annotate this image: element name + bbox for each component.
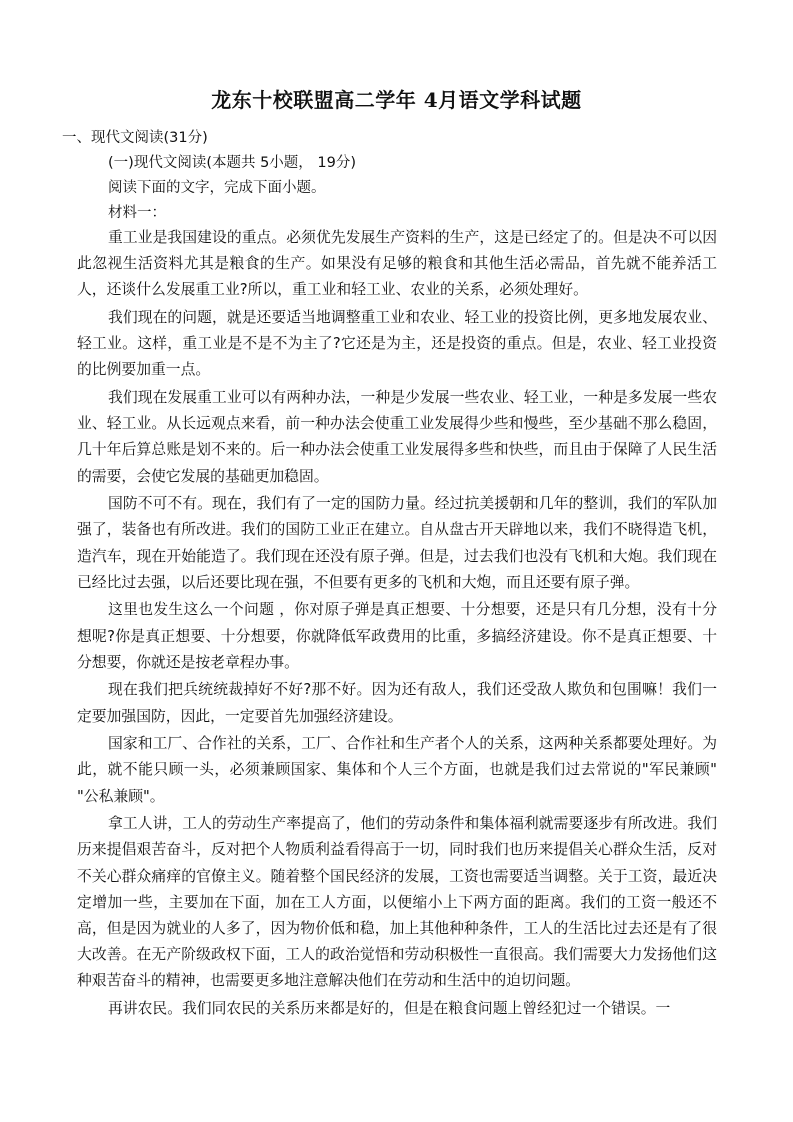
paragraph: 我们现在发展重工业可以有两种办法，一种是少发展一些农业、轻工业，一种是多发展一些农业、轻工业。从长远观点来看，前一种办法会使重工业发展得少些和慢些，至少基础不那么稳固，几十年后算总账是划不来的。后一种办法会使重工业发展得多些和快些，而且由于保障了人民生活的需要，会使它发展的基础更加稳固。 — [77, 389, 717, 485]
material-body — [77, 225, 717, 1022]
section-heading: 一、现代文阅读(31分) — [62, 130, 208, 146]
paragraph: 国防不可不有。现在，我们有了一定的国防力量。经过抗美援朝和几年的整训，我们的军队加强了，装备也有所改进。我们的国防工业正在建立。自从盘古开天辟地以来，我们不晓得造飞机，造汽车，现在开始能造了。我们现在还没有原子弹。但是，过去我们也没有飞机和大炮。我们现在已经比过去强，以后还要比现在强，不但要有更多的飞机和大炮，而且还要有原子弹。 — [77, 495, 717, 591]
paragraph: 国家和工厂、合作社的关系，工厂、合作社和生产者个人的关系，这两种关系都要处理好。为此，就不能只顾一头，必须兼顾国家、集体和个人三个方面，也就是我们过去常说的"军民兼顾" "公私兼顾"。 — [77, 735, 717, 805]
paragraph: 重工业是我国建设的重点。必须优先发展生产资料的生产，这是已经定了的。但是决不可以因此忽视生活资料尤其是粮食的生产。如果没有足够的粮食和其他生活必需品，首先就不能养活工人，还谈什么发展重工业?所以，重工业和轻工业、农业的关系，必须处理好。 — [77, 229, 717, 299]
material-label: 材料一： — [108, 205, 166, 221]
paragraph: 拿工人讲，工人的劳动生产率提高了，他们的劳动条件和集体福利就需要逐步有所改进。我们历来提倡艰苦奋斗，反对把个人物质利益看得高于一切，同时我们也历来提倡关心群众生活，反对不关心群众痛痒的官僚主义。随着整个国民经济的发展，工资也需要适当调整。关于工资，最近决定增加一些，主要加在下面，加在工人方面，以便缩小上下两方面的距离。我们的工资一般还不高，但是因为就业的人多了，因为物价低和稳，加上其他种种条件，工人的生活比过去还是有了很大改善。在无产阶级政权下面，工人的政治觉悟和劳动积极性一直很高。我们需要大力发扬他们这种艰苦奋斗的精神，也需要更多地注意解决他们在劳动和生活中的迫切问题。 — [77, 815, 717, 990]
paragraph: 我们现在的问题，就是还要适当地调整重工业和农业、轻工业的投资比例，更多地发展农业、轻工业。这样，重工业是不是不为主了?它还是为主，还是投资的重点。但是，农业、轻工业投资的比例要加重一点。 — [77, 309, 717, 379]
subsection-heading: (一)现代文阅读(本题共 5小题， 19分) — [108, 155, 357, 171]
paragraph: 再讲农民。我们同农民的关系历来都是好的，但是在粮食问题上曾经犯过一个错误。一 — [108, 1000, 671, 1018]
paragraph: 这里也发生这么一个问题 ，你对原子弹是真正想要、十分想要，还是只有几分想，没有十分想呢?你是真正想要、十分想要，你就降低军政费用的比重，多搞经济建设。你不是真正想要、十分想要，你就还是按老章程办事。 — [77, 601, 717, 671]
exam-title: 龙东十校联盟高二学年 4月语文学科试题 — [211, 88, 582, 112]
paragraph: 现在我们把兵统统裁掉好不好?那不好。因为还有敌人，我们还受敌人欺负和包围嘛！我们一定要加强国防，因此，一定要首先加强经济建设。 — [77, 681, 717, 725]
reading-instruction: 阅读下面的文字，完成下面小题。 — [108, 180, 326, 196]
